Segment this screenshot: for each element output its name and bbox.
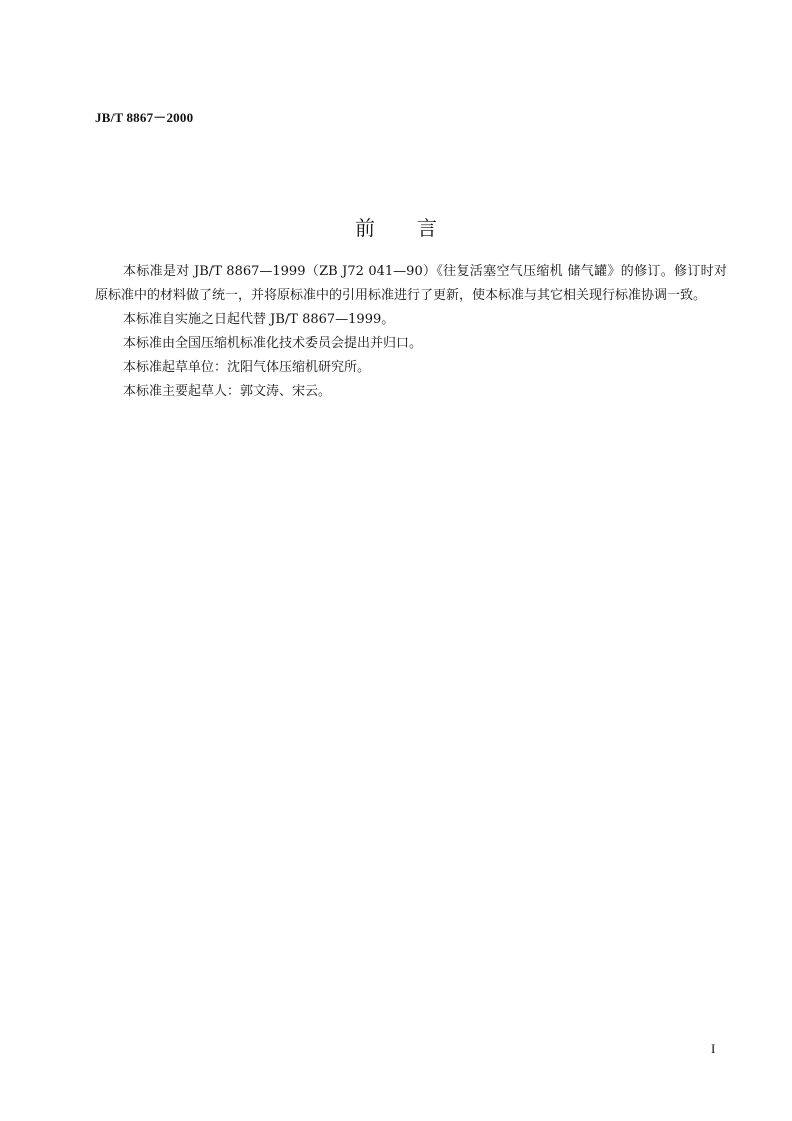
- paragraph-supersedes: 本标准自实施之日起代替 JB/T 8867—1999。: [123, 312, 395, 327]
- paragraph-proposer: 本标准由全国压缩机标准化技术委员会提出并归口。: [123, 336, 423, 351]
- standard-code-header: JB/T 8867－2000: [95, 110, 194, 125]
- page-title: 前言: [355, 216, 479, 240]
- page-number: I: [711, 1041, 716, 1056]
- paragraph-revision-note: 本标准是对 JB/T 8867—1999（ZB J72 041—90）《往复活塞空气压缩机 储气罐》的修订。修订时对原标准中的材料做了统一，并将原标准中的引用标准进行了更新，使本标准与其它相关现行标准协调一致。: [95, 264, 727, 303]
- foreword-body: [95, 260, 727, 404]
- paragraph-drafters: 本标准主要起草人：郭文涛、宋云。: [123, 384, 332, 399]
- paragraph-drafting-unit: 本标准起草单位：沈阳气体压缩机研究所。: [123, 360, 371, 375]
